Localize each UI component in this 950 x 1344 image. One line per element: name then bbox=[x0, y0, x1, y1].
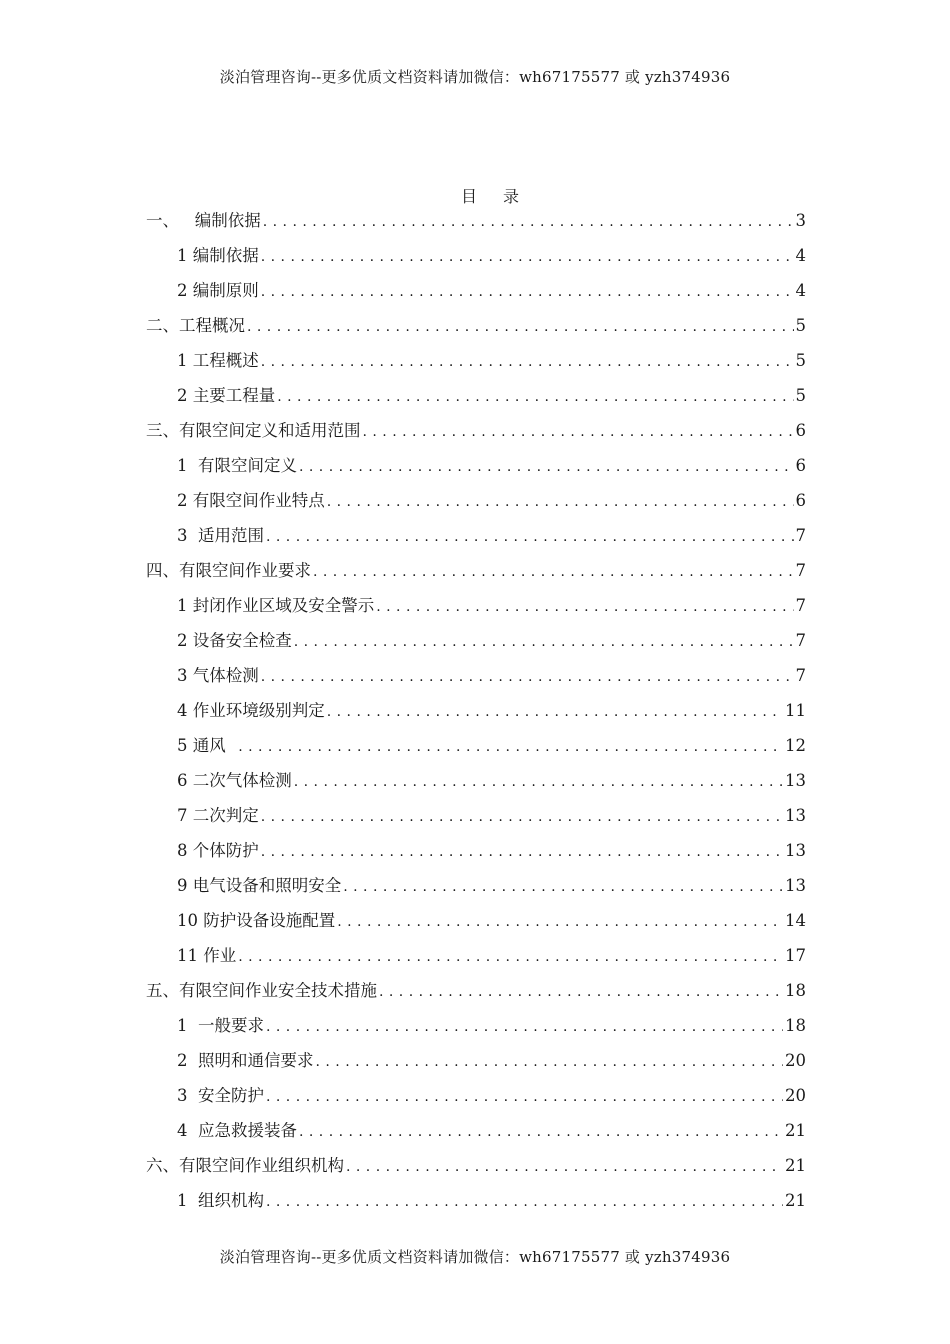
toc-entry-label: 4 作业环境级别判定 bbox=[177, 701, 325, 720]
toc-entry[interactable] bbox=[146, 1148, 806, 1183]
toc-entry-label: 5 通风 bbox=[177, 736, 237, 755]
toc-entry[interactable] bbox=[146, 378, 806, 413]
toc-entry-label: 1 有限空间定义 bbox=[177, 456, 297, 475]
toc-entry[interactable] bbox=[146, 728, 806, 763]
toc-dot-leader bbox=[363, 413, 794, 450]
toc-entry[interactable] bbox=[146, 868, 806, 903]
toc-entry-label: 7 二次判定 bbox=[177, 806, 259, 825]
toc-entry-page-number: 3 bbox=[795, 211, 806, 230]
toc-entry-page-number: 5 bbox=[795, 386, 806, 405]
toc-entry-page-number: 17 bbox=[785, 946, 806, 965]
toc-entry-page-number: 13 bbox=[785, 876, 806, 895]
toc-entry[interactable] bbox=[146, 1043, 806, 1078]
toc-entry[interactable] bbox=[146, 798, 806, 833]
toc-dot-leader bbox=[266, 1008, 783, 1045]
page-header: 淡泊管理咨询--更多优质文档资料请加微信：wh67175577 或 yzh374936 bbox=[219, 68, 731, 86]
toc-entry[interactable] bbox=[146, 973, 806, 1008]
toc-entry-label: 2 主要工程量 bbox=[177, 386, 276, 405]
toc-dot-leader bbox=[266, 518, 794, 555]
toc-entry[interactable] bbox=[146, 833, 806, 868]
toc-dot-leader bbox=[261, 658, 794, 695]
toc-dot-leader bbox=[337, 903, 783, 940]
toc-entry[interactable] bbox=[146, 1008, 806, 1043]
toc-dot-leader bbox=[327, 483, 794, 520]
toc-entry-label: 1 组织机构 bbox=[177, 1191, 264, 1210]
toc-entry[interactable] bbox=[146, 763, 806, 798]
toc-entry[interactable] bbox=[146, 693, 806, 728]
toc-dot-leader bbox=[266, 1183, 783, 1220]
toc-entry[interactable] bbox=[146, 343, 806, 378]
toc-entry[interactable] bbox=[146, 1078, 806, 1113]
toc-entry-label: 2 照明和通信要求 bbox=[177, 1051, 314, 1070]
toc-dot-leader bbox=[261, 343, 794, 380]
toc-entry-label: 3 安全防护 bbox=[177, 1086, 264, 1105]
toc-dot-leader bbox=[299, 448, 794, 485]
toc-entry-page-number: 12 bbox=[785, 736, 806, 755]
toc-dot-leader bbox=[277, 378, 793, 415]
toc-dot-leader bbox=[263, 203, 794, 240]
toc-entry-page-number: 14 bbox=[785, 911, 806, 930]
toc-entry-page-number: 20 bbox=[785, 1051, 806, 1070]
toc-dot-leader bbox=[266, 1078, 783, 1115]
toc-entry-label: 3 气体检测 bbox=[177, 666, 259, 685]
toc-dot-leader bbox=[294, 763, 783, 800]
toc-entry-page-number: 11 bbox=[785, 701, 806, 720]
toc-entry-page-number: 6 bbox=[795, 456, 806, 475]
toc-dot-leader bbox=[379, 973, 783, 1010]
toc-dot-leader bbox=[376, 588, 793, 625]
toc-dot-leader bbox=[261, 238, 794, 275]
toc-dot-leader bbox=[247, 308, 794, 345]
toc-dot-leader bbox=[294, 623, 794, 660]
toc-entry-page-number: 4 bbox=[795, 281, 806, 300]
toc-entry[interactable] bbox=[146, 413, 806, 448]
toc-entry[interactable] bbox=[146, 553, 806, 588]
toc-entry-label: 2 编制原则 bbox=[177, 281, 259, 300]
toc-entry-label: 10 防护设备设施配置 bbox=[177, 911, 336, 930]
toc-entry-label: 3 适用范围 bbox=[177, 526, 264, 545]
toc-entry-page-number: 20 bbox=[785, 1086, 806, 1105]
toc-entry-label: 4 应急救援装备 bbox=[177, 1121, 297, 1140]
toc-entry-label: 9 电气设备和照明安全 bbox=[177, 876, 342, 895]
toc-entry-label: 2 有限空间作业特点 bbox=[177, 491, 325, 510]
toc-entry-page-number: 7 bbox=[795, 631, 806, 650]
toc-entry[interactable] bbox=[146, 938, 806, 973]
toc-entry-page-number: 21 bbox=[785, 1156, 806, 1175]
toc-entry[interactable] bbox=[146, 273, 806, 308]
toc-entry[interactable] bbox=[146, 623, 806, 658]
toc-entry-label: 五、有限空间作业安全技术措施 bbox=[146, 981, 377, 1000]
toc-entry-label: 四、有限空间作业要求 bbox=[146, 561, 311, 580]
toc-dot-leader bbox=[261, 798, 783, 835]
toc-entry-label: 二、工程概况 bbox=[146, 316, 245, 335]
page-footer: 淡泊管理咨询--更多优质文档资料请加微信：wh67175577 或 yzh374936 bbox=[219, 1248, 731, 1266]
toc-dot-leader bbox=[313, 553, 794, 590]
toc-dot-leader bbox=[346, 1148, 783, 1185]
toc-dot-leader bbox=[238, 728, 783, 765]
toc-entry-page-number: 21 bbox=[785, 1121, 806, 1140]
toc-entry[interactable] bbox=[146, 308, 806, 343]
toc-entry-label: 1 一般要求 bbox=[177, 1016, 264, 1035]
toc-dot-leader bbox=[261, 833, 783, 870]
toc-entry-page-number: 13 bbox=[785, 841, 806, 860]
toc-entry[interactable] bbox=[146, 903, 806, 938]
toc-entry-page-number: 21 bbox=[785, 1191, 806, 1210]
toc-entry-page-number: 7 bbox=[795, 526, 806, 545]
toc-entry-label: 1 工程概述 bbox=[177, 351, 259, 370]
toc-entry[interactable] bbox=[146, 518, 806, 553]
toc-dot-leader bbox=[238, 938, 783, 975]
toc-entry-label: 6 二次气体检测 bbox=[177, 771, 292, 790]
toc-entry[interactable] bbox=[146, 448, 806, 483]
toc-entry[interactable] bbox=[146, 658, 806, 693]
toc-entry[interactable] bbox=[146, 1113, 806, 1148]
toc-entry-page-number: 13 bbox=[785, 806, 806, 825]
toc-title-char-1: 目 bbox=[460, 187, 477, 206]
toc-entry-page-number: 4 bbox=[795, 246, 806, 265]
toc-entry-label: 1 编制依据 bbox=[177, 246, 259, 265]
toc-entry-page-number: 5 bbox=[795, 316, 806, 335]
toc-entry-label: 一、 编制依据 bbox=[146, 211, 261, 230]
toc-dot-leader bbox=[316, 1043, 784, 1080]
toc-entry-label: 2 设备安全检查 bbox=[177, 631, 292, 650]
toc-entry-label: 11 作业 bbox=[177, 946, 237, 965]
toc-entry-label: 8 个体防护 bbox=[177, 841, 259, 860]
toc-title-char-2: 录 bbox=[503, 187, 520, 206]
toc-entry-page-number: 18 bbox=[785, 1016, 806, 1035]
table-of-contents bbox=[146, 203, 806, 1218]
toc-entry[interactable] bbox=[146, 203, 806, 238]
toc-entry-page-number: 18 bbox=[785, 981, 806, 1000]
toc-entry-page-number: 7 bbox=[795, 561, 806, 580]
toc-entry[interactable] bbox=[146, 1183, 806, 1218]
toc-entry-label: 1 封闭作业区域及安全警示 bbox=[177, 596, 375, 615]
toc-dot-leader bbox=[343, 868, 783, 905]
toc-entry-label: 六、有限空间作业组织机构 bbox=[146, 1156, 344, 1175]
toc-entry-page-number: 6 bbox=[795, 421, 806, 440]
toc-entry[interactable] bbox=[146, 238, 806, 273]
toc-dot-leader bbox=[327, 693, 783, 730]
toc-entry[interactable] bbox=[146, 483, 806, 518]
toc-entry-page-number: 5 bbox=[795, 351, 806, 370]
toc-entry-page-number: 13 bbox=[785, 771, 806, 790]
toc-entry-page-number: 7 bbox=[795, 666, 806, 685]
toc-entry-page-number: 6 bbox=[795, 491, 806, 510]
toc-entry-page-number: 7 bbox=[795, 596, 806, 615]
toc-entry-label: 三、有限空间定义和适用范围 bbox=[146, 421, 361, 440]
toc-dot-leader bbox=[299, 1113, 783, 1150]
toc-dot-leader bbox=[261, 273, 794, 310]
toc-entry[interactable] bbox=[146, 588, 806, 623]
